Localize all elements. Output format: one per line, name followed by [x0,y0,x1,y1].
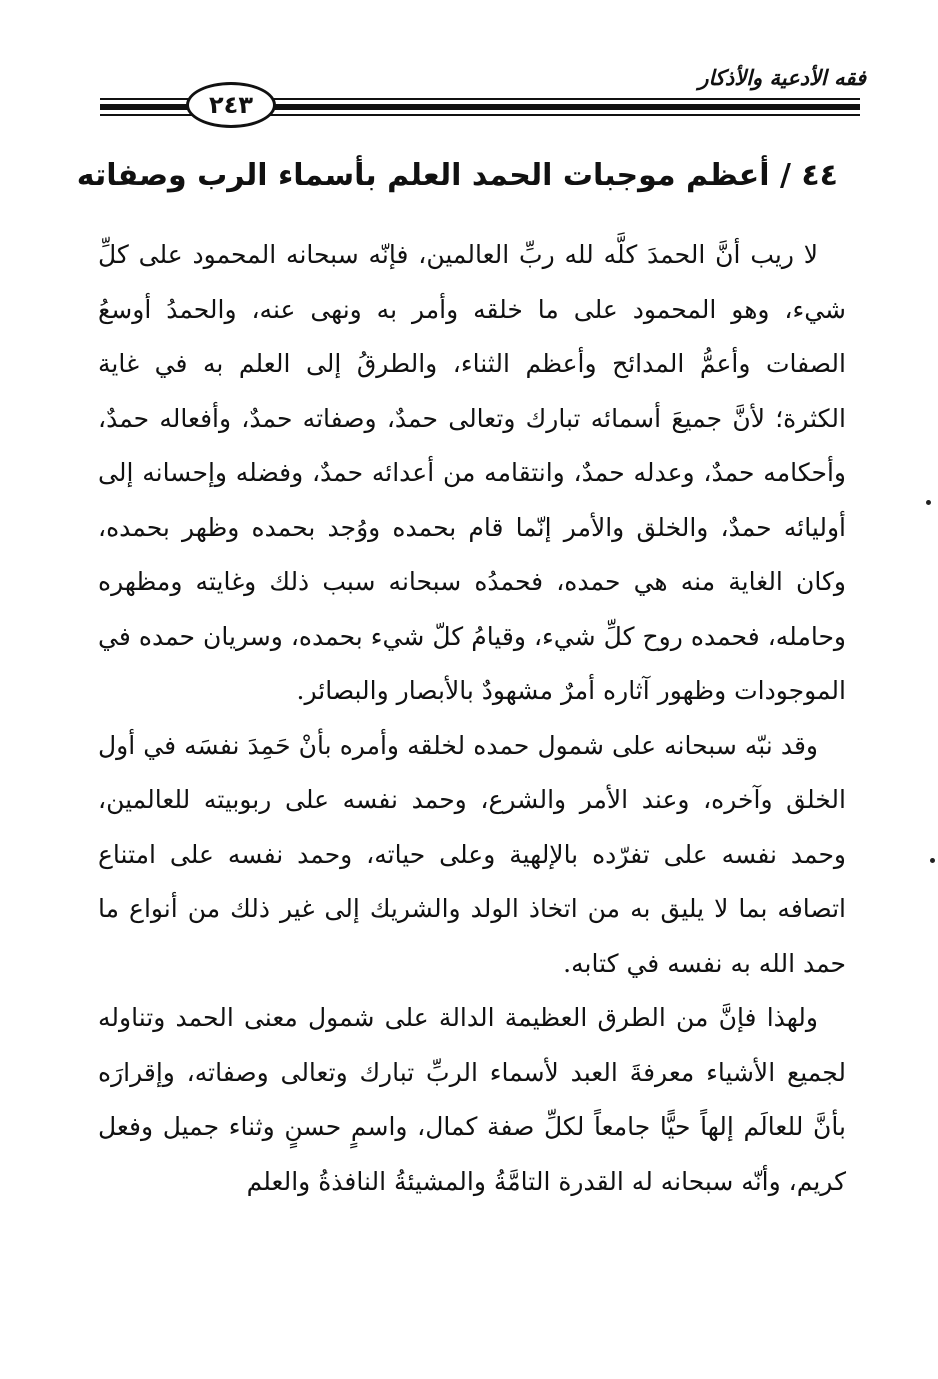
paragraph-2: وقد نبّه سبحانه على شمول حمده لخلقه وأمره بأنْ حَمِدَ نفسَه في أول الخلق وآخره، وعند الأمر والشرع، وحمد نفسه على ربوبيته للعالمين، وحمد نفسه على تفرّده بالإلهية وعلى حياته، وحمد نفسه على امتناع اتصافه بما لا يليق به من اتخاذ الولد والشريك إلى غير ذلك من أنواع ما حمد الله به نفسه في كتابه. [98,730,846,978]
body-text [98,228,846,1209]
margin-mark [930,858,935,863]
paragraph-3: ولهذا فإنَّ من الطرق العظيمة الدالة على شمول معنى الحمد وتناوله لجميع الأشياء معرفةَ العبد لأسماء الربِّ تبارك وتعالى وصفاته، وإقرارَه بأنَّ للعالَم إلهاً حيًّا جامعاً لكلِّ صفة كمال، واسمٍ حسنٍ وثناء جميل وفعل كريم، وأنّه سبحانه له القدرة التامَّةُ والمشيئةُ النافذةُ والعلم [98,1003,846,1196]
paragraph-1: لا ريب أنَّ الحمدَ كلَّه لله ربِّ العالمين، فإنّه سبحانه المحمود على كلِّ شيء، وهو المحمود على ما خلقه وأمر به ونهى عنه، والحمدُ أوسعُ الصفات وأعمُّ المدائح وأعظم الثناء، والطرقُ إلى العلم به في غاية الكثرة؛ لأنَّ جميعَ أسمائه تبارك وتعالى حمدٌ، وصفاته حمدٌ، وأفعاله حمدٌ، وأحكامه حمدٌ، وعدله حمدٌ، وانتقامه من أعدائه حمدٌ، وفضله وإحسانه إلى أوليائه حمدٌ، والخلق والأمر إنّما قام بحمده ووُجد بحمده وظهر بحمده، وكان الغاية منه هي حمده، فحمدُه سبحانه سبب ذلك وغايته ومظهره وحامله، فحمده روح كلِّ شيء، وقيامُ كلّ شيء بحمده، وسريان حمده في الموجودات وظهور آثاره أمرٌ مشهودٌ بالأبصار والبصائر. [98,240,846,705]
page-number: ٢٤٣ [186,82,276,128]
chapter-title: ٤٤ / أعظم موجبات الحمد العلم بأسماء الرب وصفاته [76,158,838,193]
margin-mark [926,500,931,505]
running-header: فقه الأدعية والأذكار [698,66,866,90]
